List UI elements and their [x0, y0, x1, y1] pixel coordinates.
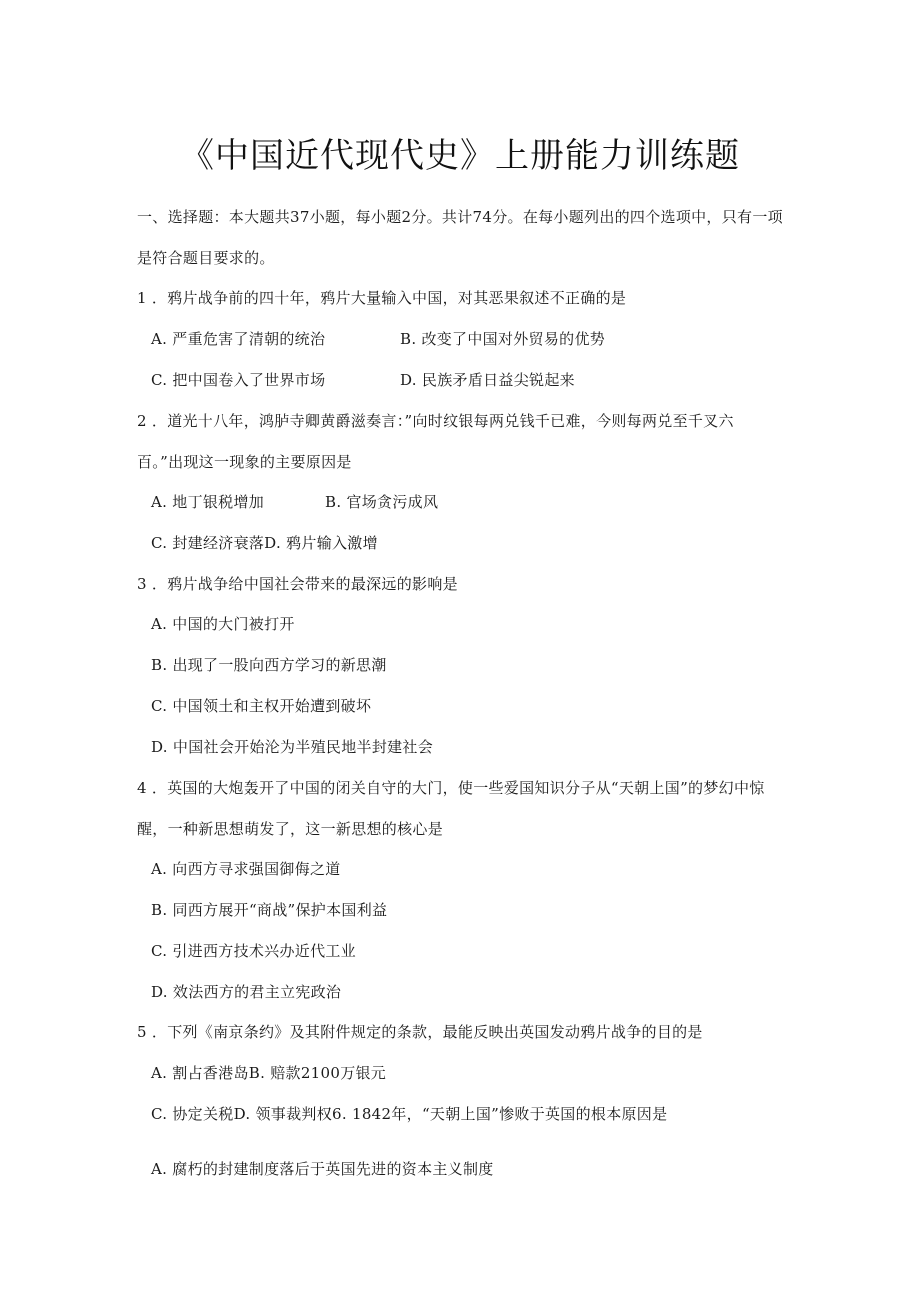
- question-2-option-b: B. 官场贪污成风: [325, 493, 439, 511]
- question-4-option-a: A. 向西方寻求强国御侮之道: [151, 860, 341, 878]
- question-5-options-cd-and-question-6-stem: C. 协定关税D. 领事裁判权6. 1842年，“天朝上国”惨败于英国的根本原因是: [151, 1105, 668, 1123]
- question-5-stem: 5 ．下列《南京条约》及其附件规定的条款，最能反映出英国发动鸦片战争的目的是: [137, 1023, 703, 1041]
- question-3-option-d: D. 中国社会开始沦为半殖民地半封建社会: [151, 738, 434, 756]
- question-1-option-d: D. 民族矛盾日益尖锐起来: [400, 371, 575, 389]
- question-2-option-cd: C. 封建经济衰落D. 鸦片输入激增: [151, 534, 378, 552]
- question-1-option-a: A. 严重危害了清朝的统治: [151, 330, 326, 348]
- question-4-option-b: B. 同西方展开“商战”保护本国利益: [151, 901, 388, 919]
- question-4-option-c: C. 引进西方技术兴办近代工业: [151, 942, 356, 960]
- question-3-option-b: B. 出现了一股向西方学习的新思潮: [151, 656, 387, 674]
- question-3-option-c: C. 中国领土和主权开始遭到破坏: [151, 697, 372, 715]
- question-4-stem-line-2: 醒，一种新思想萌发了，这一新思想的核心是: [137, 820, 444, 838]
- question-4-stem-line-1: 4 ．英国的大炮轰开了中国的闭关自守的大门，使一些爱国知识分子从“天朝上国”的梦幻中惊: [137, 779, 765, 797]
- question-2-stem-line-1: 2 ．道光十八年，鸿胪寺卿黄爵滋奏言：”向时纹银每两兑钱千已难，今则每两兑至千叉六: [137, 412, 734, 430]
- question-6-option-a: A. 腐朽的封建制度落后于英国先进的资本主义制度: [151, 1160, 494, 1178]
- question-5-options-ab: A. 割占香港岛B. 赔款2100万银元: [151, 1064, 387, 1082]
- question-2-option-a: A. 地丁银税增加: [151, 493, 265, 511]
- page-title: 《中国近代现代史》上册能力训练题: [180, 136, 740, 176]
- question-4-option-d: D. 效法西方的君主立宪政治: [151, 983, 342, 1001]
- question-1-option-c: C. 把中国卷入了世界市场: [151, 371, 326, 389]
- question-1-option-b: B. 改变了中国对外贸易的优势: [400, 330, 606, 348]
- question-3-stem: 3 ．鸦片战争给中国社会带来的最深远的影响是: [137, 575, 458, 593]
- section-intro-line-2: 是符合题目要求的。: [137, 249, 275, 267]
- section-intro-line-1: 一、选择题：本大题共37小题，每小题2分。共计74分。在每小题列出的四个选项中，只有一项: [137, 208, 783, 226]
- question-1-stem: 1 ．鸦片战争前的四十年，鸦片大量输入中国，对其恶果叙述不正确的是: [137, 289, 627, 307]
- question-3-option-a: A. 中国的大门被打开: [151, 615, 295, 633]
- question-2-stem-line-2: 百。”出现这一现象的主要原因是: [137, 453, 352, 471]
